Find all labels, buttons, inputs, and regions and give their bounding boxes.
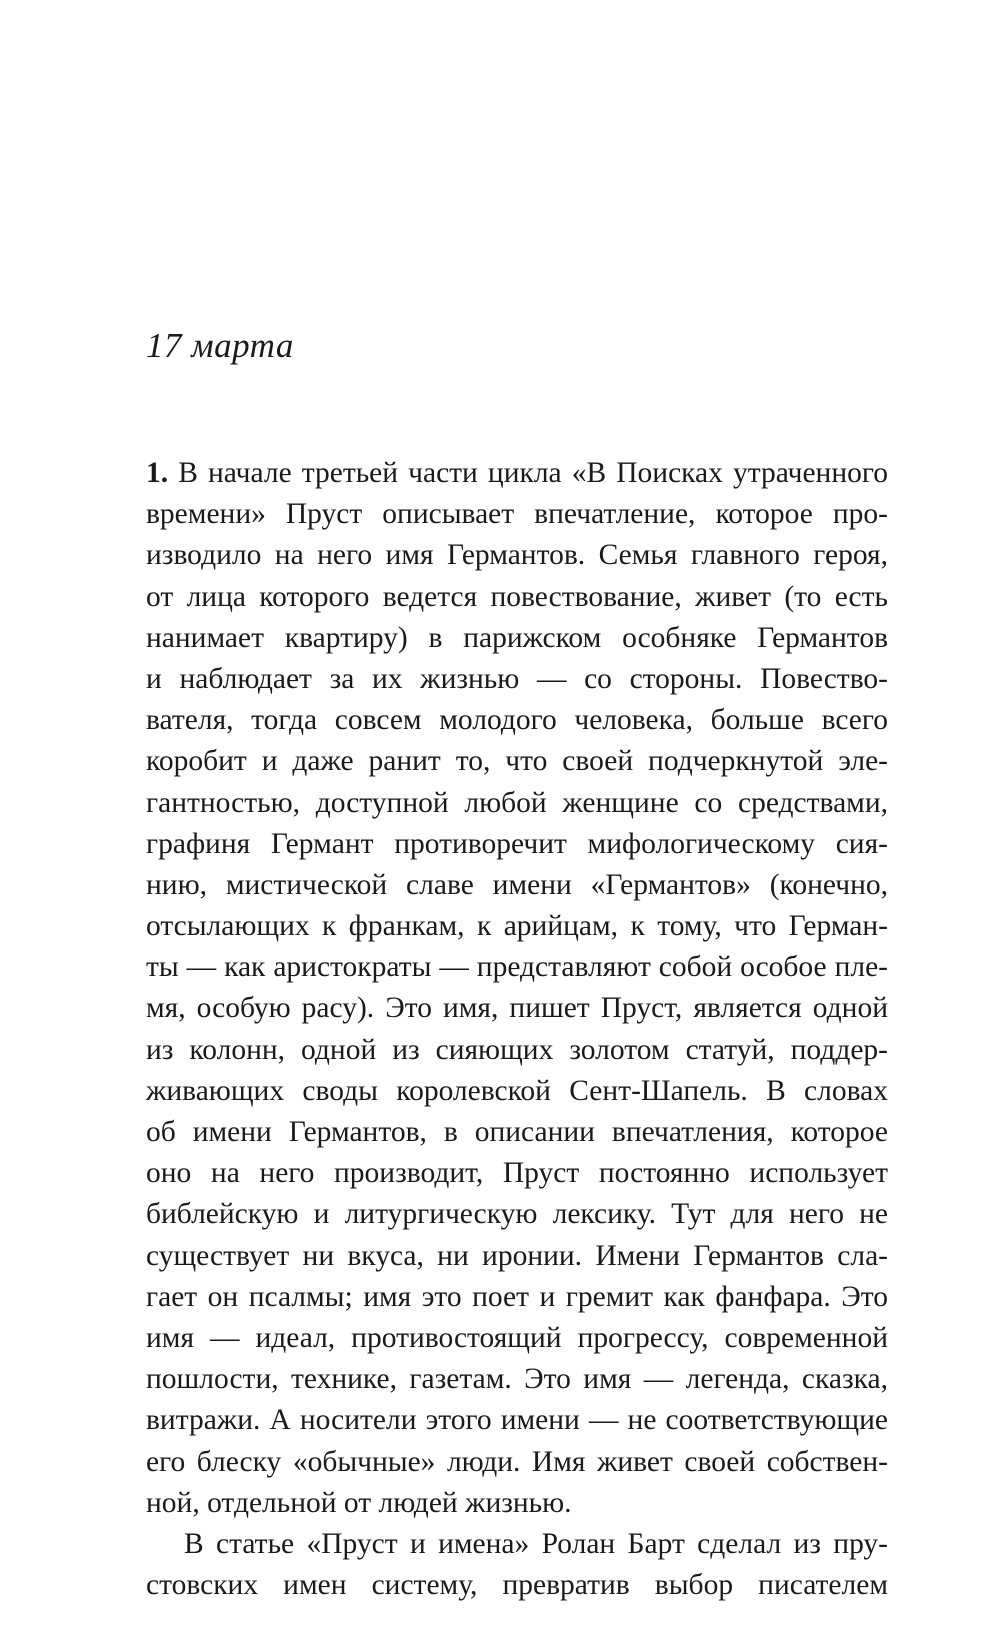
paragraph-1-line: пошлости, технике, газетам. Это имя — легенда, сказка,	[146, 1363, 888, 1396]
paragraph-1-line: отсылающих к франкам, к арийцам, к тому, что Герман-	[146, 910, 888, 943]
paragraph-1-line: вателя, тогда совсем молодого человека, больше всего	[146, 704, 888, 737]
paragraph-1-line: живающих своды королевской Сент-Шапель. В словах	[146, 1074, 888, 1107]
paragraph-1-line: гантностью, доступной любой женщине со средствами,	[146, 786, 888, 819]
paragraph-1-line: его блеску «обычные» люди. Имя живет своей собствен-	[146, 1445, 888, 1478]
paragraph-1-line: ной, отдельной от людей жизнью.	[146, 1486, 572, 1519]
paragraph-1-line: витражи. А носители этого имени — не соответствующие	[146, 1404, 888, 1437]
paragraph-1-line: от лица которого ведется повествование, живет (то есть	[146, 580, 888, 613]
paragraph-1-line	[146, 453, 888, 494]
paragraph-1-line: существует ни вкуса, ни иронии. Имени Германтов сла-	[146, 1239, 888, 1272]
paragraph-1-line: ты — как аристократы — представляют собой особое пле-	[146, 951, 888, 984]
paragraph-1-line: оно на него производит, Пруст постоянно использует	[146, 1157, 888, 1190]
paragraph-1-line: нанимает квартиру) в парижском особняке Германтов	[146, 621, 888, 654]
paragraph-1-line: имя — идеал, противостоящий прогрессу, современной	[146, 1321, 888, 1354]
paragraph-1-line: графиня Гермaнт противоречит мифологическому сия-	[146, 827, 888, 860]
paragraph-1-line: коробит и даже ранит то, что своей подчеркнутой эле-	[146, 745, 888, 778]
paragraph-2-line: стовских имен систему, превратив выбор писателем	[146, 1569, 888, 1602]
paragraph-1-line: мя, особую расу). Это имя, пишет Пруст, является одной	[146, 992, 888, 1025]
paragraph-1-line: гает он псалмы; имя это поет и гремит как фанфара. Это	[146, 1280, 888, 1313]
paragraph-1-line: нию, мистической славе имени «Германтов» (конечно,	[146, 868, 888, 901]
paragraph-1-line: времени» Пруст описывает впечатление, которое про-	[146, 498, 888, 531]
paragraph-1-line: и наблюдает за их жизнью — со стороны. Повество-	[146, 662, 888, 695]
paragraph-1-first-line-text: В начале третьей части цикла «В Поисках утраченного	[168, 457, 888, 489]
paragraph-1-line: из колонн, одной из сияющих золотом статуй, поддер-	[146, 1033, 888, 1066]
paragraph-1-line: изводило на него имя Германтов. Семья главного героя,	[146, 539, 888, 572]
paragraph-number: 1.	[146, 457, 169, 489]
paragraph-2-line: В статье «Пруст и имена» Ролан Барт сделал из пру-	[184, 1527, 888, 1560]
section-date-heading: 17 марта	[146, 326, 294, 365]
paragraph-1-line: библейскую и литургическую лексику. Тут для него не	[146, 1198, 888, 1231]
body-text	[146, 453, 888, 1606]
paragraph-1-line: об имени Германтов, в описании впечатления, которое	[146, 1116, 888, 1148]
